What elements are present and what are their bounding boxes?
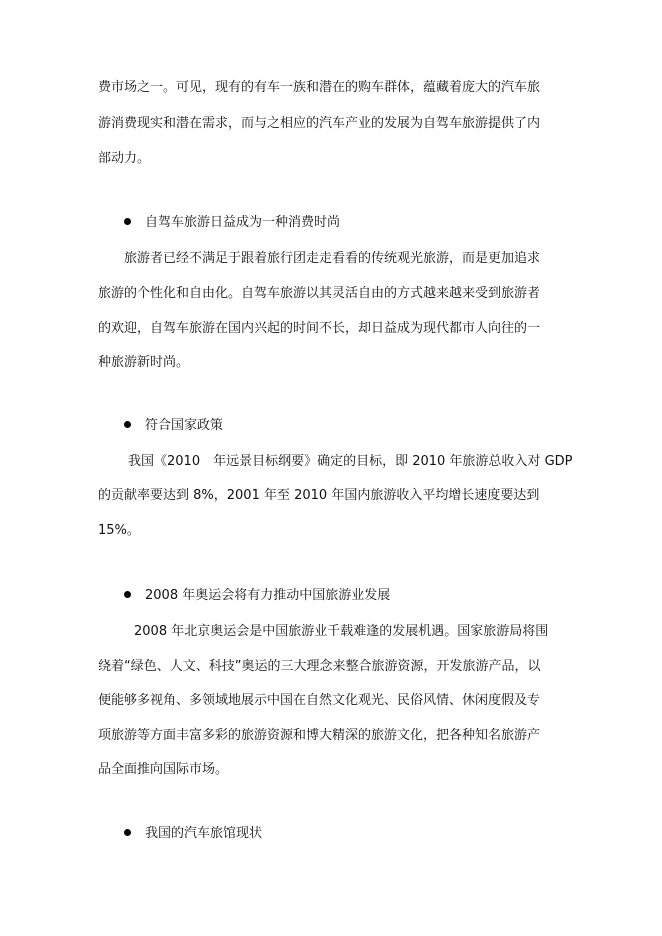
paragraph-line: 15%。 [98,523,140,538]
paragraph-line: 我国《2010 年远景目标纲要》确定的目标，即 2010 年旅游总收入对 GDP [128,454,573,469]
paragraph-line: 项旅游等方面丰富多彩的旅游资源和博大精深的旅游文化，把各种知名旅游产 [98,728,541,743]
section-heading-policy [124,418,223,434]
heading-text: 2008 年奥运会将有力推动中国旅游业发展 [145,588,391,603]
bullet-icon [124,421,131,428]
bullet-icon [124,218,131,225]
section-heading-trend [124,215,340,231]
paragraph-line: 旅游的个性化和自由化。自驾车旅游以其灵活自由的方式越来越来受到旅游者 [98,286,541,301]
paragraph-line: 的欢迎，自驾车旅游在国内兴起的时间不长，却日益成为现代都市人向往的一 [98,321,541,336]
section-heading-status [124,826,262,842]
paragraph-line: 绕着“绿色、人文、科技”奥运的三大理念来整合旅游资源，开发旅游产品，以 [98,659,541,674]
paragraph-line: 2008 年北京奥运会是中国旅游业千载难逢的发展机遇。国家旅游局将围 [134,624,549,639]
section-heading-olympics [124,588,390,604]
heading-text: 自驾车旅游日益成为一种消费时尚 [145,215,341,230]
paragraph-line: 旅游者已经不满足于跟着旅行团走走看看的传统观光旅游，而是更加追求 [124,251,541,266]
paragraph-line: 部动力。 [98,151,151,166]
heading-text: 我国的汽车旅馆现状 [145,826,263,841]
bullet-icon [124,829,131,836]
paragraph-line: 费市场之一。可见，现有的有车一族和潜在的购车群体，蕴藏着庞大的汽车旅 [98,80,541,95]
paragraph-line: 的贡献率要达到 8%，2001 年至 2010 年国内旅游收入平均增长速度要达到 [98,488,540,503]
paragraph-line: 种旅游新时尚。 [98,355,190,370]
heading-text: 符合国家政策 [145,418,224,433]
paragraph-line: 品全面推向国际市场。 [98,762,229,777]
bullet-icon [124,591,131,598]
paragraph-line: 游消费现实和潜在需求，而与之相应的汽车产业的发展为自驾车旅游提供了内 [98,116,541,131]
paragraph-line: 便能够多视角、多领域地展示中国在自然文化观光、民俗风情、休闲度假及专 [98,693,541,708]
